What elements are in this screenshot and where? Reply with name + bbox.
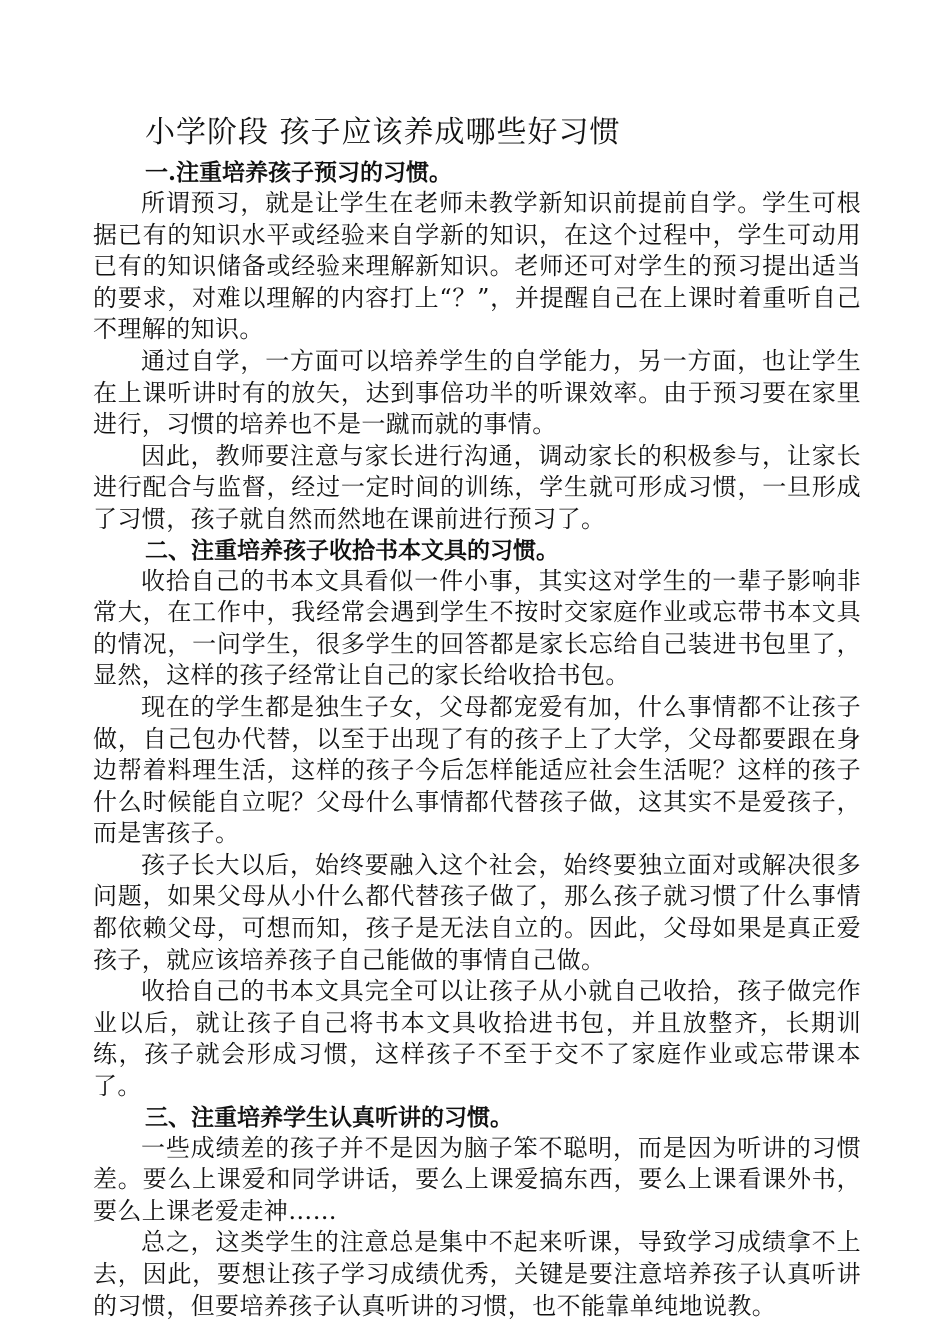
section-2-paragraph-1: 收拾自己的书本文具看似一件小事，其实这对学生的一辈子影响非常大，在工作中，我经常会遇到学生不按时交家庭作业或忘带书本文具的情况，一问学生，很多学生的回答都是家长忘给自己装进书包里了，显然，这样的孩子经常让自己的家长给收拾书包。: [93, 566, 861, 690]
section-2-paragraph-3: 孩子长大以后，始终要融入这个社会，始终要独立面对或解决很多问题，如果父母从小什么都代替孩子做了，那么孩子就习惯了什么事情都依赖父母，可想而知，孩子是无法自立的。因此，父母如果是真正爱孩子，就应该培养孩子自己能做的事情自己做。: [93, 850, 861, 974]
document-body: [93, 108, 861, 1322]
section-1-paragraph-3: 因此，教师要注意与家长进行沟通，调动家长的积极参与，让家长进行配合与监督，经过一定时间的训练，学生就可形成习惯，一旦形成了习惯，孩子就自然而然地在课前进行预习了。: [93, 441, 861, 533]
section-1-heading: 一.注重培养孩子预习的习惯。: [145, 159, 453, 186]
section-1-paragraph-2: 通过自学，一方面可以培养学生的自学能力，另一方面，也让学生在上课听讲时有的放矢，达到事倍功半的听课效率。由于预习要在家里进行，习惯的培养也不是一蹴而就的事情。: [93, 346, 861, 439]
section-3-paragraph-2: 总之，这类学生的注意总是集中不起来听课，导致学习成绩拿不上去，因此，要想让孩子学习成绩优秀，关键是要注意培养孩子认真听讲的习惯，但要培养孩子认真听讲的习惯，也不能靠单纯地说教。: [93, 1228, 861, 1320]
document-title: 小学阶段 孩子应该养成哪些好习惯: [145, 115, 621, 150]
section-3-heading: 三、注重培养学生认真听讲的习惯。: [145, 1103, 513, 1131]
section-2-paragraph-2: 现在的学生都是独生子女，父母都宠爱有加，什么事情都不让孩子做，自己包办代替，以至于出现了有的孩子上了大学，父母都要跟在身边帮着料理生活，这样的孩子今后怎样能适应社会生活呢？这样的孩子什么时候能自立呢？父母什么事情都代替孩子做，这其实不是爱孩子，而是害孩子。: [93, 692, 861, 848]
section-3-paragraph-1: 一些成绩差的孩子并不是因为脑子笨不聪明，而是因为听讲的习惯差。要么上课爱和同学讲话，要么上课爱搞东西，要么上课看课外书，要么上课老爱走神……: [93, 1133, 861, 1225]
section-2-paragraph-4: 收拾自己的书本文具完全可以让孩子从小就自己收拾，孩子做完作业以后，就让孩子自己将书本文具收拾进书包，并且放整齐，长期训练，孩子就会形成习惯，这样孩子不至于交不了家庭作业或忘带课本了。: [93, 977, 861, 1101]
section-2-heading: 二、注重培养孩子收拾书本文具的习惯。: [145, 536, 559, 564]
section-1-paragraph-1: 所谓预习，就是让学生在老师未教学新知识前提前自学。学生可根据已有的知识水平或经验来自学新的知识，在这个过程中，学生可动用已有的知识储备或经验来理解新知识。老师还可对学生的预习提出适当的要求，对难以理解的内容打上“？”，并提醒自己在上课时着重听自己不理解的知识。: [93, 189, 861, 344]
